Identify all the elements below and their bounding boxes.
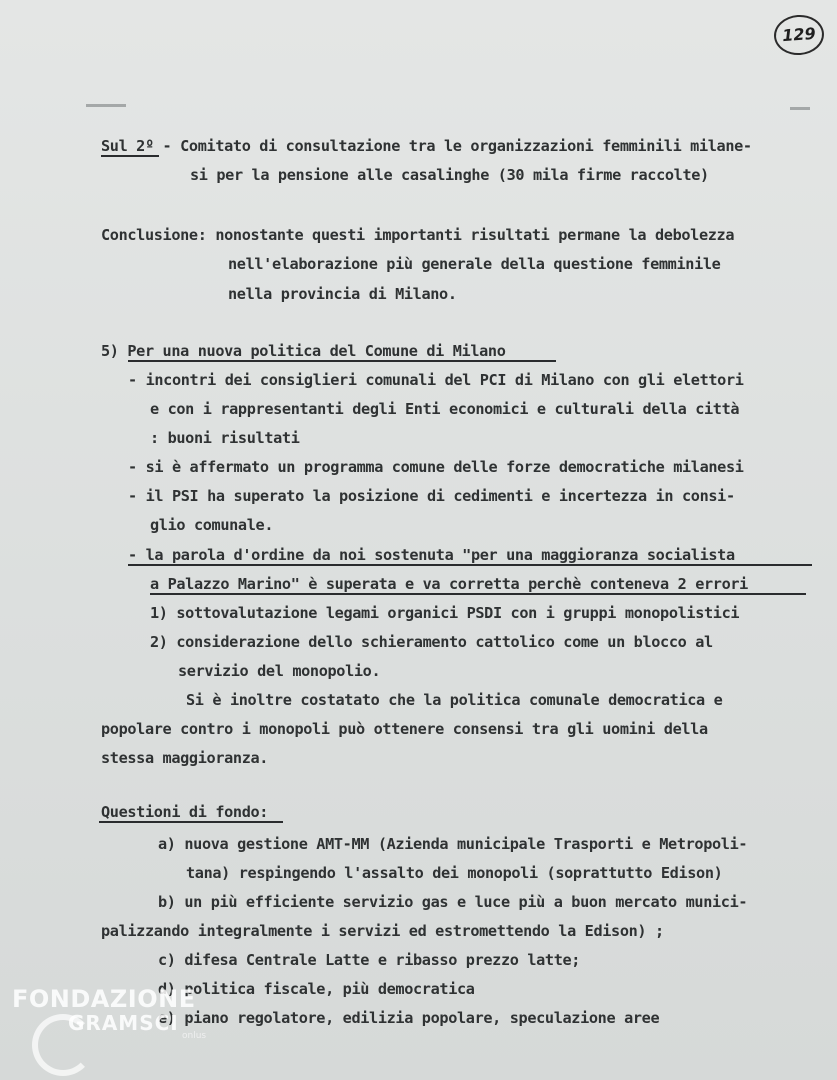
item-a: a) nuova gestione AMT-MM (Azienda municipale Trasporti e Metropoli- <box>158 835 748 853</box>
line-costatato: Si è inoltre costatato che la politica comunale democratica e <box>186 691 723 709</box>
watermark-line-2: GRAMSCI <box>68 1011 179 1035</box>
line-pensione: si per la pensione alle casalinghe (30 mila firme raccolte) <box>190 166 709 184</box>
watermark-line-1: FONDAZIONE <box>12 985 196 1013</box>
underline-questioni <box>99 821 283 823</box>
line-errore-2: 2) considerazione dello schieramento cattolico come un blocco al <box>150 633 713 651</box>
line-programma-comune: - si è affermato un programma comune delle forze democratiche milanesi <box>128 458 744 476</box>
line-elaborazione: nell'elaborazione più generale della questione femminile <box>228 255 721 273</box>
watermark <box>12 985 206 1041</box>
line-palazzo-marino: a Palazzo Marino" è superata e va corretta perchè conteneva 2 errori <box>150 575 748 593</box>
top-rule-right <box>790 107 810 110</box>
item-e: e) piano regolatore, edilizia popolare, speculazione aree <box>158 1009 660 1027</box>
underline-section-5 <box>128 360 556 362</box>
line-errore-1: 1) sottovalutazione legami organici PSDI con i gruppi monopolistici <box>150 604 740 622</box>
item-a-cont: tana) respingendo l'assalto dei monopoli (soprattutto Edison) <box>186 864 723 882</box>
line-provincia: nella provincia di Milano. <box>228 285 457 303</box>
line-sul-2: Sul 2º - Comitato di consultazione tra le organizzazioni femminili milane- <box>101 137 752 155</box>
questioni-heading: Questioni di fondo: <box>101 803 269 821</box>
line-popolare: popolare contro i monopoli può ottenere consensi tra gli uomini della <box>101 720 708 738</box>
top-rule-left <box>86 104 126 107</box>
item-b-cont: palizzando integralmente i servizi ed estromettendo la Edison) ; <box>101 922 664 940</box>
line-conclusione: Conclusione: nonostante questi importanti risultati permane la debolezza <box>101 226 735 244</box>
underline-sul-2 <box>101 155 159 157</box>
item-b: b) un più efficiente servizio gas e luce più a buon mercato munici- <box>158 893 748 911</box>
page-number-stamp: 129 <box>773 13 826 56</box>
item-d: d) politica fiscale, più democratica <box>158 980 475 998</box>
line-psi: - il PSI ha superato la posizione di cedimenti e incertezza in consi- <box>128 487 735 505</box>
line-servizio-monopolio: servizio del monopolio. <box>178 662 381 680</box>
section-5-heading: 5) Per una nuova politica del Comune di Milano <box>101 342 506 360</box>
line-incontri: - incontri dei consiglieri comunali del PCI di Milano con gli elettori <box>128 371 744 389</box>
watermark-line-3: onlus <box>182 1031 207 1041</box>
line-maggioranza: stessa maggioranza. <box>101 749 269 767</box>
underline-palazzo-marino <box>150 593 806 595</box>
underline-parola-ordine <box>128 564 812 566</box>
line-consiglio: glio comunale. <box>150 516 274 534</box>
line-parola-ordine: - la parola d'ordine da noi sostenuta "per una maggioranza socialista <box>128 546 735 564</box>
item-c: c) difesa Centrale Latte e ribasso prezzo latte; <box>158 951 581 969</box>
line-rappresentanti: e con i rappresentanti degli Enti economici e culturali della città <box>150 400 740 418</box>
line-buoni-risultati: : buoni risultati <box>150 429 300 447</box>
